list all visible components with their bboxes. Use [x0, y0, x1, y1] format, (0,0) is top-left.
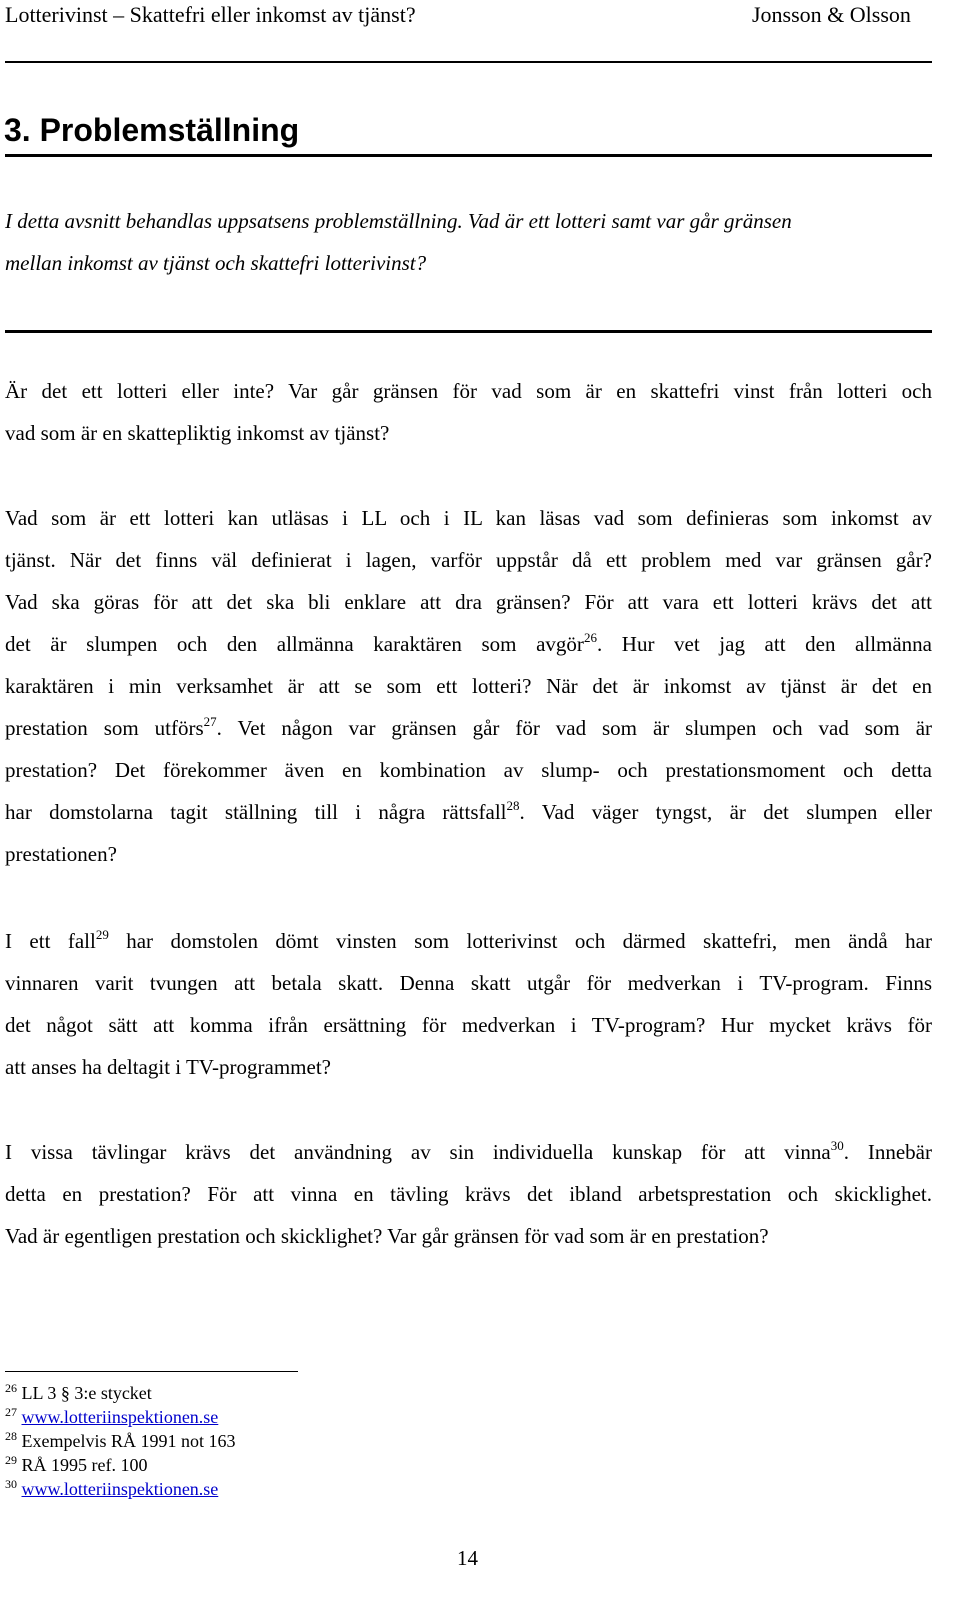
intro-line: I detta avsnitt behandlas uppsatsens problemställning. Vad är ett lotteri samt var går gränsen [5, 209, 792, 233]
paragraph-line [5, 623, 932, 665]
footnote-ref: 30 [830, 1138, 844, 1153]
text-run: . Hur vet jag att den allmänna [596, 632, 933, 656]
text-run: . Innebär [843, 1140, 932, 1164]
footnotes [5, 1381, 236, 1501]
paragraph-2 [5, 497, 932, 875]
paragraph-4 [5, 1131, 932, 1257]
paragraph-line: Vad som är ett lotteri kan utläsas i LL och i IL kan läsas vad som definieras som inkomst av [5, 506, 932, 530]
footnote-text: LL 3 § 3:e stycket [21, 1383, 152, 1403]
footnote-27 [5, 1405, 236, 1429]
footnote-ref: 27 [203, 714, 217, 729]
paragraph-line: att anses ha deltagit i TV-programmet? [5, 1055, 331, 1079]
paragraph-line [5, 707, 932, 749]
top-divider [5, 61, 932, 63]
text-run: . Vet någon var gränsen går för vad som är slumpen och vad som är [216, 716, 933, 740]
footnote-30 [5, 1477, 236, 1501]
footnote-separator [5, 1371, 298, 1372]
paragraph-line [5, 920, 932, 962]
footnote-ref: 28 [506, 798, 520, 813]
section-intro [5, 200, 932, 284]
paragraph-line: vinnaren varit tvungen att betala skatt. Denna skatt utgår för medverkan i TV-program. Finns [5, 971, 932, 995]
running-header-authors: Jonsson & Olsson [752, 2, 911, 27]
paragraph-1 [5, 370, 932, 454]
text-run: har domstolarna tagit ställning till i några rättsfall [5, 800, 507, 824]
footnote-ref: 26 [583, 630, 597, 645]
paragraph-line [5, 791, 932, 833]
paragraph-line: prestation? Det förekommer även en kombination av slump- och prestationsmoment och detta [5, 758, 932, 782]
text-run: I vissa tävlingar krävs det användning av sin individuella kunskap för att vinna [5, 1140, 831, 1164]
section-heading: 3. Problemställning [4, 112, 300, 148]
footnote-ref: 29 [95, 927, 109, 942]
running-header-title: Lotterivinst – Skattefri eller inkomst av tjänst? [5, 2, 416, 27]
footnote-number: 27 [5, 1405, 17, 1419]
footnote-link[interactable]: www.lotteriinspektionen.se [21, 1407, 219, 1427]
paragraph-line: tjänst. När det finns väl definierat i lagen, varför uppstår då ett problem med var gränsen går? [5, 548, 932, 572]
paragraph-line: Är det ett lotteri eller inte? Var går gränsen för vad som är en skattefri vinst från lotteri och [5, 379, 932, 403]
footnote-text: RÅ 1995 ref. 100 [21, 1455, 148, 1475]
paragraph-line: det något sätt att komma ifrån ersättning för medverkan i TV-program? Hur mycket krävs för [5, 1013, 932, 1037]
footnote-text: Exempelvis RÅ 1991 not 163 [21, 1431, 236, 1451]
heading-divider [5, 154, 932, 157]
text-run: I ett fall [5, 929, 96, 953]
paragraph-3 [5, 920, 932, 1088]
paragraph-line: detta en prestation? För att vinna en tävling krävs det ibland arbetsprestation och skicklighet. [5, 1182, 932, 1206]
intro-divider [5, 330, 932, 333]
footnote-number: 30 [5, 1477, 17, 1491]
footnote-28 [5, 1429, 236, 1453]
text-run: har domstolen dömt vinsten som lotterivinst och därmed skattefri, men ändå har [108, 929, 932, 953]
paragraph-line: Vad ska göras för att det ska bli enklare att dra gränsen? För att vara ett lotteri krävs det att [5, 590, 932, 614]
footnote-number: 28 [5, 1429, 17, 1443]
paragraph-line: Vad är egentligen prestation och skicklighet? Var går gränsen för vad som är en prestation? [5, 1224, 769, 1248]
page-number: 14 [457, 1546, 478, 1570]
paragraph-line [5, 1131, 932, 1173]
footnote-29 [5, 1453, 236, 1477]
footnote-link[interactable]: www.lotteriinspektionen.se [21, 1479, 219, 1499]
paragraph-line: karaktären i min verksamhet är att se som ett lotteri? När det är inkomst av tjänst är det en [5, 674, 932, 698]
text-run: . Vad väger tyngst, är det slumpen eller [519, 800, 932, 824]
footnote-number: 26 [5, 1381, 17, 1395]
footnote-number: 29 [5, 1453, 17, 1467]
paragraph-line: prestationen? [5, 842, 117, 866]
text-run: prestation som utförs [5, 716, 204, 740]
footnote-26 [5, 1381, 236, 1405]
paragraph-line: vad som är en skattepliktig inkomst av tjänst? [5, 421, 390, 445]
intro-line: mellan inkomst av tjänst och skattefri lotterivinst? [5, 251, 427, 275]
text-run: det är slumpen och den allmänna karaktären som avgör [5, 632, 584, 656]
